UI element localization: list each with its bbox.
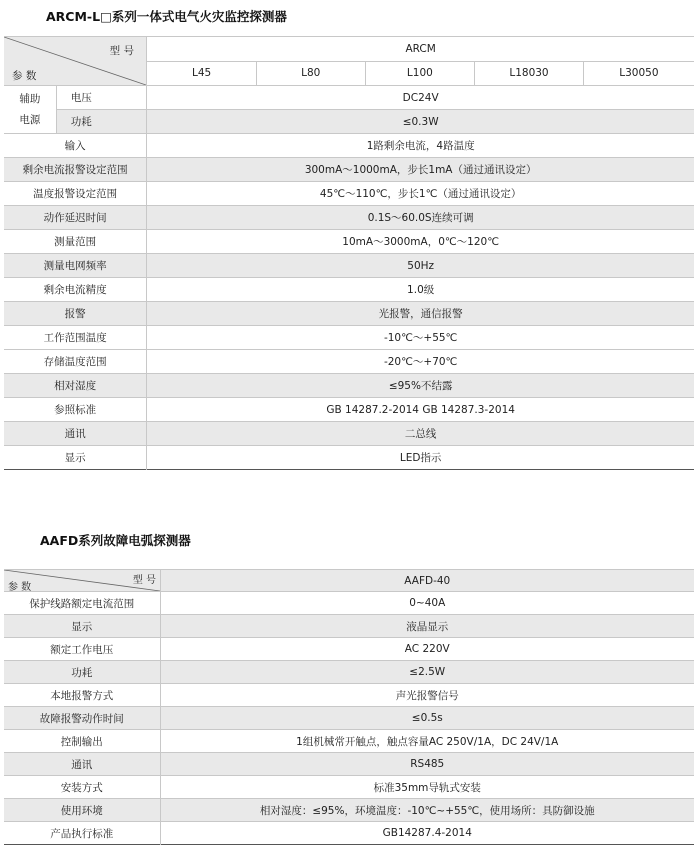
row-value: 0.1S～60.0S连续可调 bbox=[147, 206, 694, 230]
aafd-header-corner bbox=[4, 570, 160, 592]
row-value: AC 220V bbox=[160, 638, 694, 661]
row-value: RS485 bbox=[160, 753, 694, 776]
row-value: GB14287.4-2014 bbox=[160, 822, 694, 845]
row-value: 50Hz bbox=[147, 254, 694, 278]
row-label: 功耗 bbox=[4, 661, 160, 684]
row-label: 通讯 bbox=[4, 422, 147, 446]
row-value: ≤95%不结露 bbox=[147, 374, 694, 398]
aafd-model-name: AAFD-40 bbox=[160, 570, 694, 592]
row-label: 保护线路额定电流范围 bbox=[4, 592, 160, 615]
model-l80: L80 bbox=[256, 61, 365, 86]
row-value: -10℃～+55℃ bbox=[147, 326, 694, 350]
row-value: 45℃～110℃，步长1℃（通过通讯设定） bbox=[147, 182, 694, 206]
series-name: ARCM bbox=[147, 37, 694, 62]
row-label: 存储温度范围 bbox=[4, 350, 147, 374]
model-header-label: 型 号 bbox=[132, 575, 156, 586]
row-value: ≤0.5s bbox=[160, 707, 694, 730]
row-value: 标准35mm导轨式安装 bbox=[160, 776, 694, 799]
model-l30050: L30050 bbox=[583, 61, 694, 86]
row-label: 显示 bbox=[4, 615, 160, 638]
row-value: 1路剩余电流，4路温度 bbox=[147, 134, 694, 158]
row-label: 测量范围 bbox=[4, 230, 147, 254]
param-header-label: 参 数 bbox=[8, 582, 32, 592]
row-value: 液晶显示 bbox=[160, 615, 694, 638]
row-value: 0~40A bbox=[160, 592, 694, 615]
row-value: 1.0级 bbox=[147, 278, 694, 302]
row-label: 温度报警设定范围 bbox=[4, 182, 147, 206]
row-label: 产品执行标准 bbox=[4, 822, 160, 845]
aux-power-label-2: 电源 bbox=[19, 113, 41, 126]
model-l18030: L18030 bbox=[475, 61, 584, 86]
row-label: 输入 bbox=[4, 134, 147, 158]
row-value: GB 14287.2-2014 GB 14287.3-2014 bbox=[147, 398, 694, 422]
row-value: 光报警，通信报警 bbox=[147, 302, 694, 326]
row-label: 安装方式 bbox=[4, 776, 160, 799]
row-value: 二总线 bbox=[147, 422, 694, 446]
row-label: 控制输出 bbox=[4, 730, 160, 753]
row-label: 故障报警动作时间 bbox=[4, 707, 160, 730]
row-label: 工作范围温度 bbox=[4, 326, 147, 350]
row-value: -20℃～+70℃ bbox=[147, 350, 694, 374]
power-value: ≤0.3W bbox=[147, 110, 694, 134]
row-label: 剩余电流报警设定范围 bbox=[4, 158, 147, 182]
model-l45: L45 bbox=[147, 61, 257, 86]
row-label: 相对湿度 bbox=[4, 374, 147, 398]
row-value: ≤2.5W bbox=[160, 661, 694, 684]
model-header-label: 型 号 bbox=[109, 45, 134, 57]
row-value: 相对湿度：≤95%，环境温度：-10℃~+55℃，使用场所：具防御设施 bbox=[160, 799, 694, 822]
power-label: 功耗 bbox=[56, 110, 147, 134]
voltage-label: 电压 bbox=[56, 86, 147, 110]
aafd-title: AAFD系列故障电弧探测器 bbox=[40, 533, 191, 548]
row-label: 剩余电流精度 bbox=[4, 278, 147, 302]
arcm-title: ARCM-L□系列一体式电气火灾监控探测器 bbox=[46, 9, 287, 24]
aafd-spec-table bbox=[4, 569, 694, 845]
row-label: 报警 bbox=[4, 302, 147, 326]
arcm-spec-table bbox=[4, 36, 694, 470]
row-label: 显示 bbox=[4, 446, 147, 470]
arcm-header-corner bbox=[4, 37, 147, 86]
aux-power-group-label bbox=[4, 86, 56, 134]
row-value: 1组机械常开触点，触点容量AC 250V/1A，DC 24V/1A bbox=[160, 730, 694, 753]
row-value: 10mA～3000mA，0℃～120℃ bbox=[147, 230, 694, 254]
row-value: 声光报警信号 bbox=[160, 684, 694, 707]
row-value: LED指示 bbox=[147, 446, 694, 470]
row-label: 额定工作电压 bbox=[4, 638, 160, 661]
voltage-value: DC24V bbox=[147, 86, 694, 110]
row-label: 本地报警方式 bbox=[4, 684, 160, 707]
row-label: 通讯 bbox=[4, 753, 160, 776]
row-label: 参照标准 bbox=[4, 398, 147, 422]
row-label: 使用环境 bbox=[4, 799, 160, 822]
param-header-label: 参 数 bbox=[12, 70, 37, 82]
row-value: 300mA～1000mA，步长1mA（通过通讯设定） bbox=[147, 158, 694, 182]
row-label: 动作延迟时间 bbox=[4, 206, 147, 230]
row-label: 测量电网频率 bbox=[4, 254, 147, 278]
aux-power-label-1: 辅助 bbox=[19, 92, 41, 105]
model-l100: L100 bbox=[365, 61, 475, 86]
